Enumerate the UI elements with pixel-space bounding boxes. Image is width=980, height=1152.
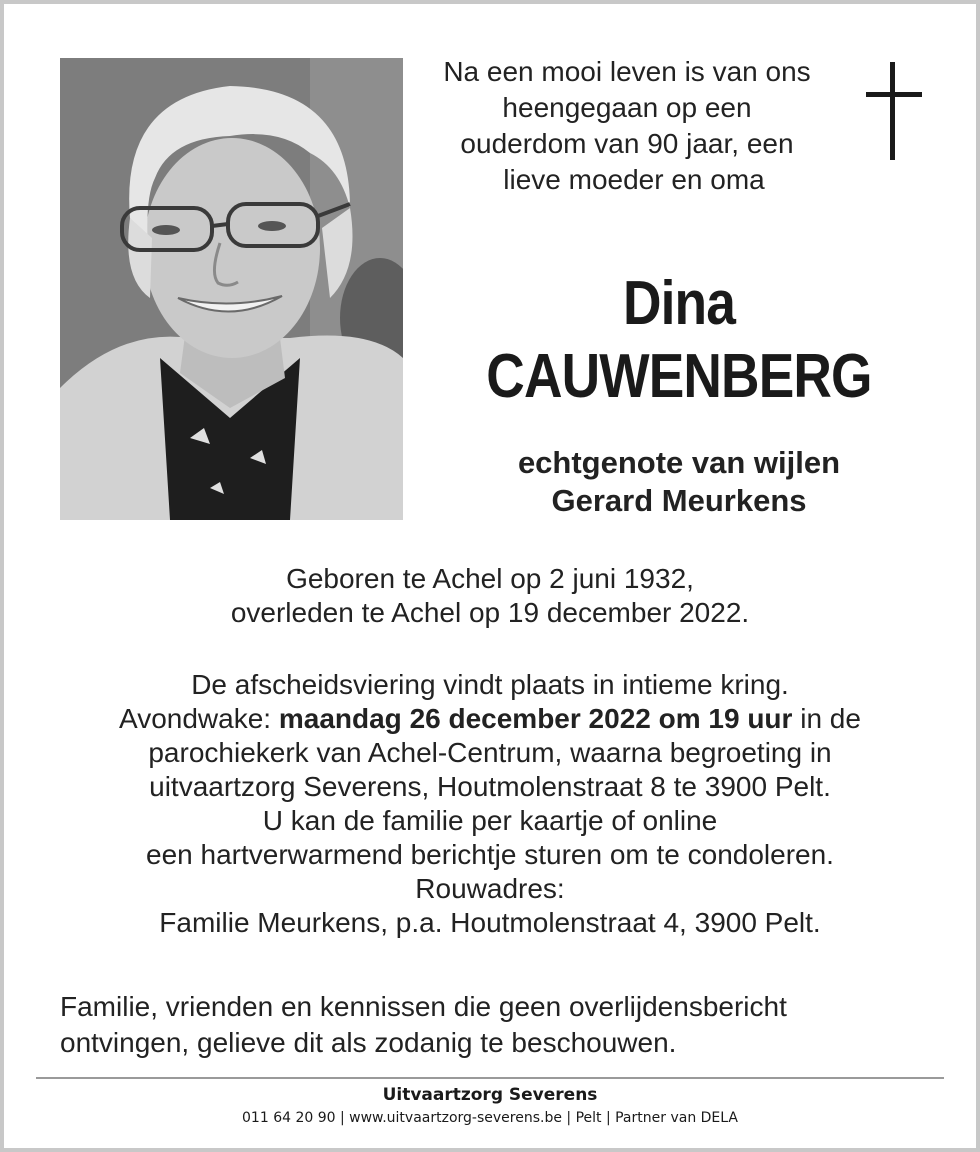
footer-divider [36, 1077, 944, 1079]
condolence-line-2: een hartverwarmend berichtje sturen om te condoleren. [146, 839, 834, 870]
intro-line: lieve moeder en oma [503, 164, 765, 195]
church-line: parochiekerk van Achel-Centrum, waarna begroeting in [148, 737, 832, 768]
wake-label: Avondwake: [119, 703, 279, 734]
spouse-line-2: Gerard Meurkens [551, 483, 807, 518]
intro-text [424, 54, 830, 198]
portrait-photo [60, 58, 403, 520]
birth-line: Geboren te Achel op 2 juni 1932, [286, 563, 694, 594]
cross-icon [866, 62, 922, 160]
intro-line: ouderdom van 90 jaar, een [460, 128, 794, 159]
closing-note [60, 989, 940, 1061]
wake-time: maandag 26 december 2022 om 19 uur [278, 703, 793, 734]
cross-horizontal-bar [866, 92, 922, 97]
mourning-address-label: Rouwadres: [415, 873, 565, 904]
note-line-2: ontvingen, gelieve dit als zodanig te beschouwen. [60, 1027, 677, 1058]
funeral-home-line: uitvaartzorg Severens, Houtmolenstraat 8 te 3900 Pelt. [149, 771, 831, 802]
note-line-1: Familie, vrienden en kennissen die geen overlijdensbericht [60, 991, 787, 1022]
intro-line: heengegaan op een [502, 92, 752, 123]
funeral-company-name: Uitvaartzorg Severens [382, 1085, 598, 1105]
life-dates [44, 562, 936, 630]
last-name: CAUWENBERG [486, 342, 872, 411]
ceremony-line: De afscheidsviering vindt plaats in intieme kring. [191, 669, 789, 700]
mourning-address: Familie Meurkens, p.a. Houtmolenstraat 4, 3900 Pelt. [159, 907, 821, 938]
portrait-illustration [60, 58, 403, 520]
death-line: overleden te Achel op 19 december 2022. [230, 597, 750, 628]
first-name: Dina [622, 269, 736, 338]
funeral-company-info: 011 64 20 90 | www.uitvaartzorg-severens.be | Pelt | Partner van DELA [242, 1110, 738, 1126]
spouse-line-1: echtgenote van wijlen [517, 445, 841, 480]
wake-suffix: in de [792, 703, 861, 734]
wake-line [44, 702, 936, 736]
ceremony-details [44, 668, 936, 940]
condolence-line-1: U kan de familie per kaartje of online [262, 805, 718, 836]
intro-line: Na een mooi leven is van ons [443, 56, 811, 87]
cross-vertical-bar [890, 62, 895, 160]
spouse-text [436, 444, 922, 520]
